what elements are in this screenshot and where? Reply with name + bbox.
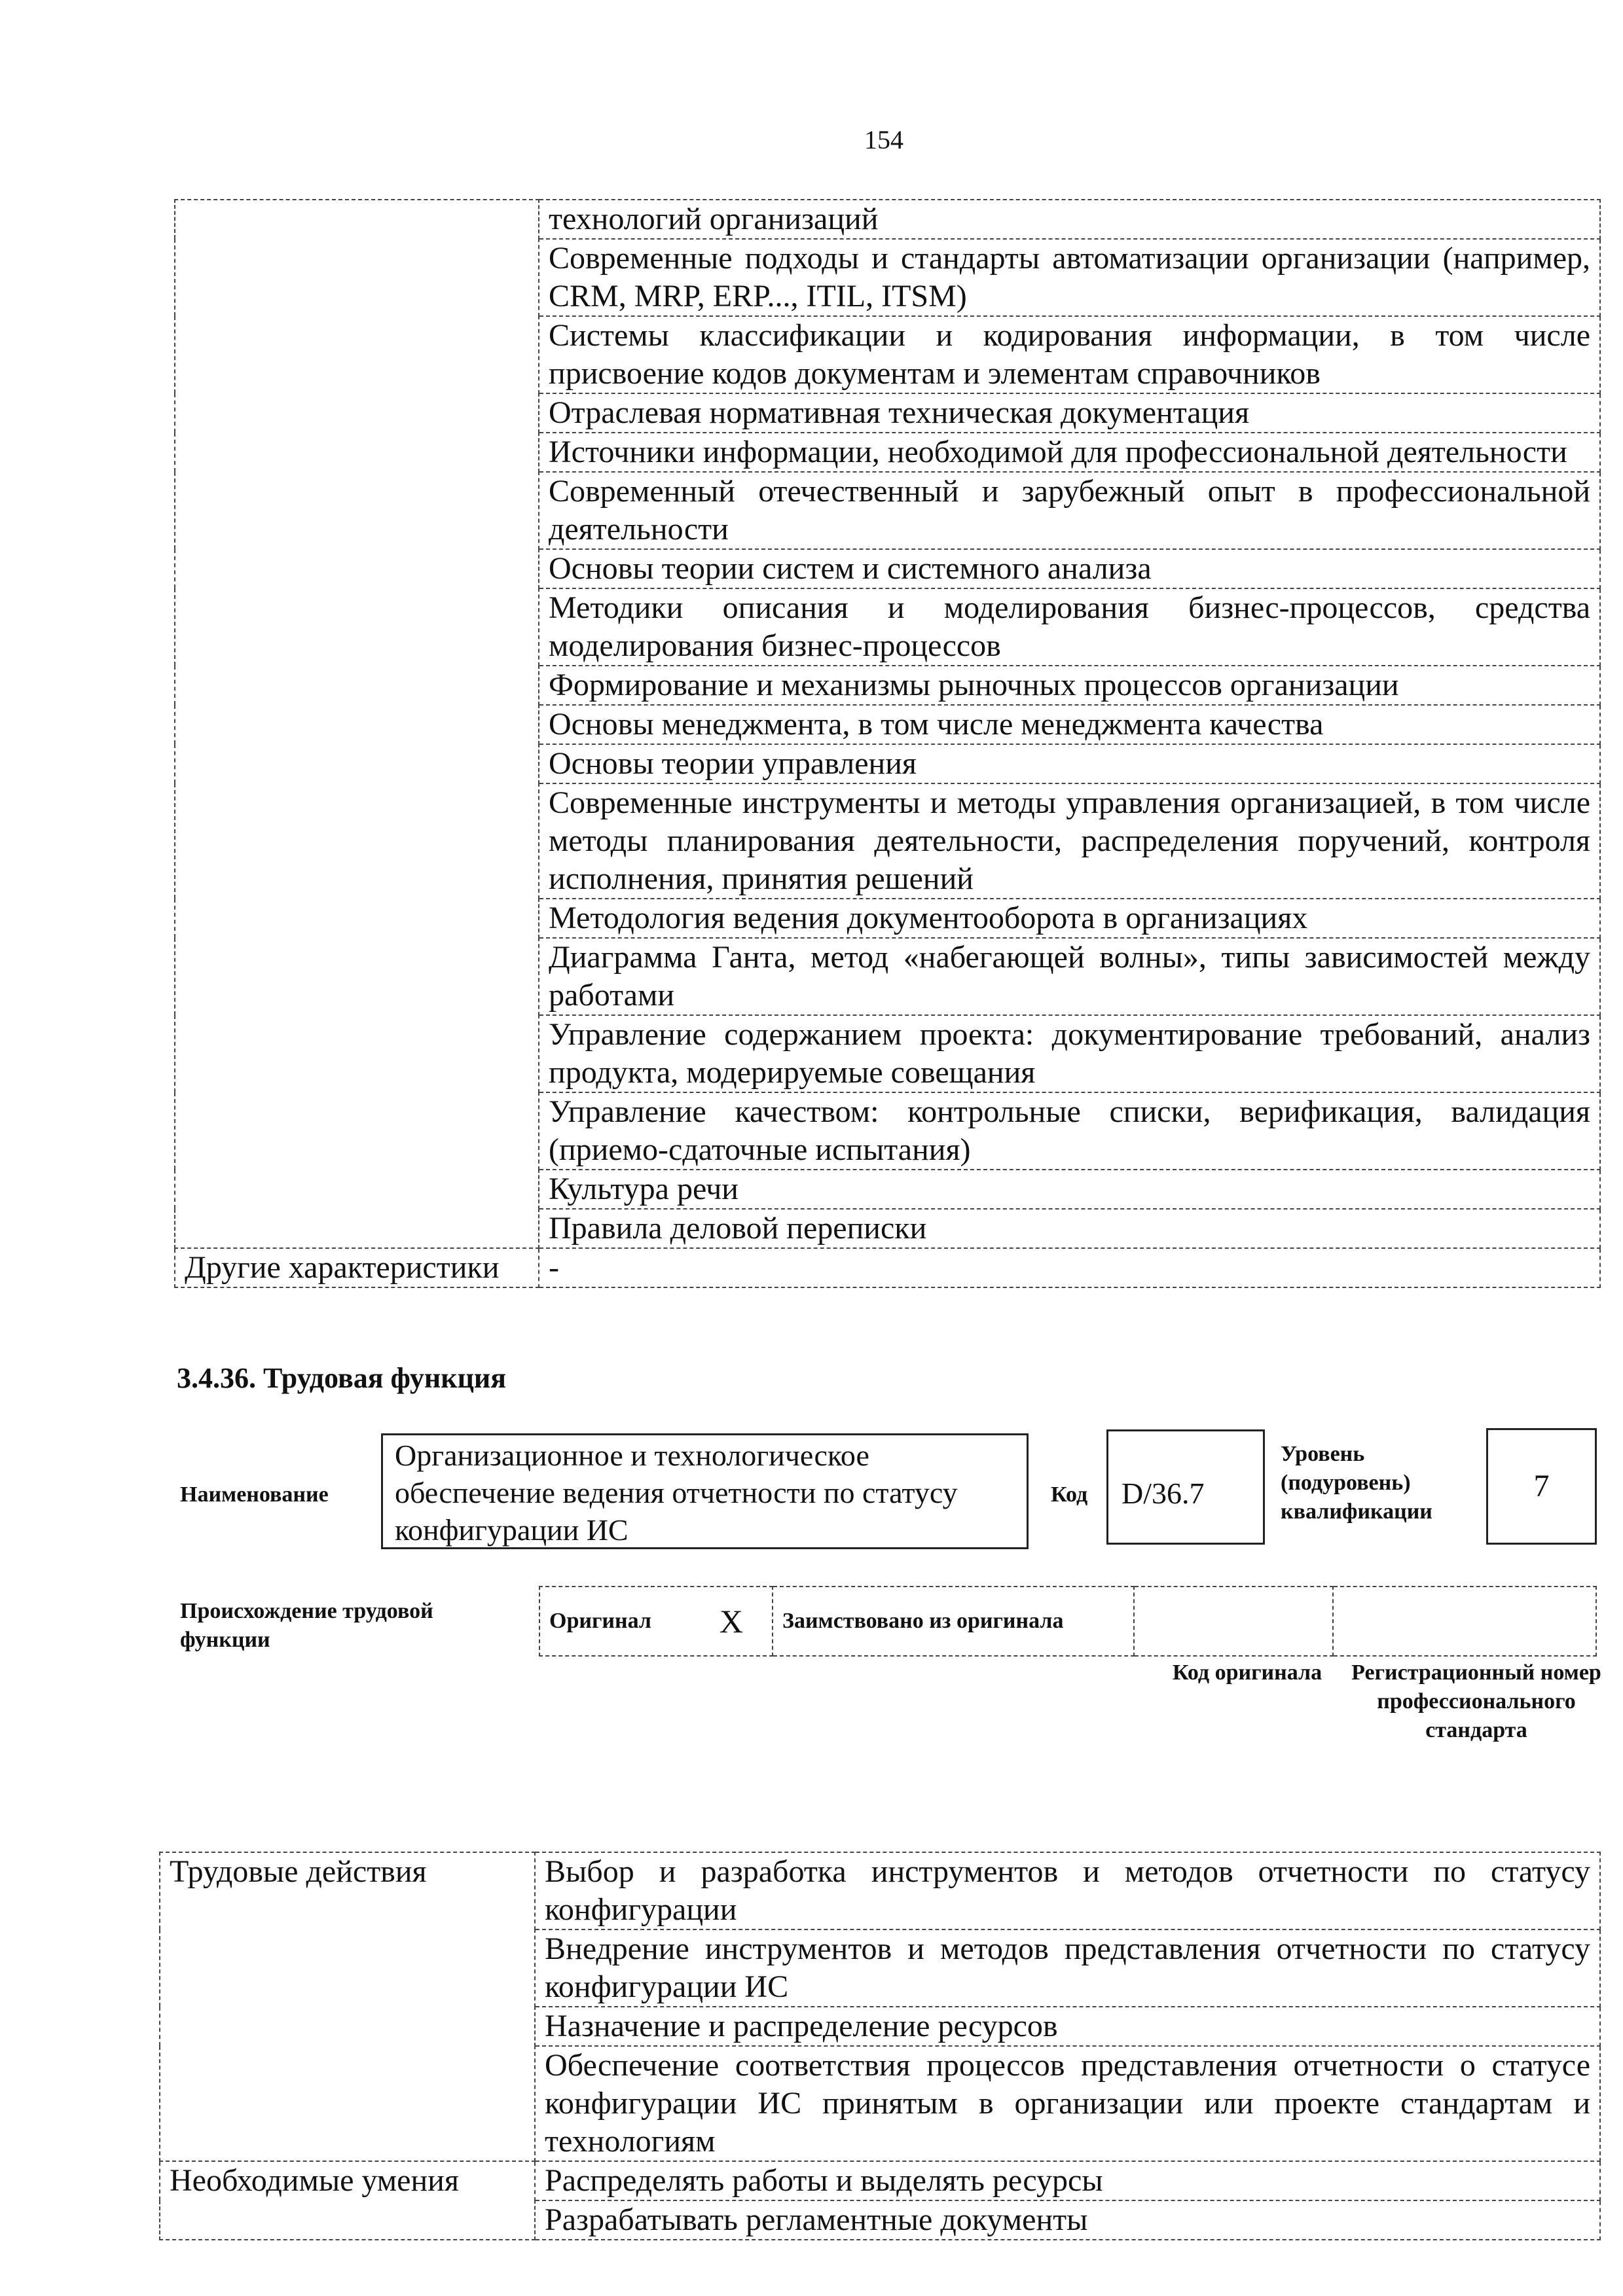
row-text: Современные инструменты и методы управления организацией, в том числе методы планирования деятельности, распределения поручений, контроля исполнения, принятия решений	[539, 783, 1600, 899]
other-label: Другие характеристики	[175, 1248, 539, 1287]
row-text: Разрабатывать регламентные документы	[535, 2200, 1600, 2240]
code-label: Код	[1051, 1482, 1088, 1507]
row-text: Методики описания и моделирования бизнес-процессов, средства моделирования бизнес-процессов	[539, 588, 1600, 666]
row-label	[175, 200, 539, 1248]
row-label: Необходимые умения	[160, 2161, 535, 2240]
required-skill	[160, 2161, 1600, 2200]
row-text: Культура речи	[539, 1170, 1600, 1209]
code-value-box: D/36.7	[1106, 1429, 1265, 1545]
row-text: Источники информации, необходимой для профессиональной деятельности	[539, 433, 1600, 472]
row-text: Выбор и разработка инструментов и методов отчетности по статусу конфигурации	[535, 1852, 1600, 1929]
row-text: Формирование и механизмы рыночных процессов организации	[539, 666, 1600, 705]
name-label: Наименование	[180, 1482, 329, 1507]
row-text: Методология ведения документооборота в организациях	[539, 899, 1600, 938]
row-text: Правила деловой переписки	[539, 1209, 1600, 1248]
origin-code-caption: Код оригинала	[1172, 1660, 1322, 1685]
other-characteristics-row	[175, 1248, 1600, 1287]
origin-reg-cell	[1333, 1587, 1596, 1656]
origin-table	[539, 1586, 1597, 1657]
row-text: Современный отечественный и зарубежный опыт в профессиональной деятельности	[539, 472, 1600, 549]
labor-action	[160, 1852, 1600, 1929]
row-text: Основы теории управления	[539, 744, 1600, 783]
row-text: Обеспечение соответствия процессов представления отчетности о статусе конфигурации ИС принятым в организации или проекте стандартам и технологиям	[535, 2046, 1600, 2161]
row-text: Современные подходы и стандарты автоматизации организации (например, CRM, MRP, ERP..., ITIL, ITSM)	[539, 239, 1600, 316]
origin-original-label: Оригинал	[549, 1609, 651, 1633]
origin-original-cell	[539, 1587, 773, 1656]
origin-code-cell	[1134, 1587, 1333, 1656]
knowledge-item	[175, 200, 1600, 239]
origin-label: Происхождение трудовой функции	[180, 1599, 433, 1652]
row-text: Системы классификации и кодирования информации, в том числе присвоение кодов документам и элементам справочников	[539, 316, 1600, 393]
knowledge-table	[174, 199, 1601, 1288]
row-text: Диаграмма Ганта, метод «набегающей волны», типы зависимостей между работами	[539, 938, 1600, 1015]
section-heading: 3.4.36. Трудовая функция	[177, 1362, 507, 1394]
row-text: Внедрение инструментов и методов представления отчетности по статусу конфигурации ИС	[535, 1929, 1600, 2007]
row-label: Трудовые действия	[160, 1852, 535, 2161]
level-label: Уровень (подуровень) квалификации	[1281, 1442, 1432, 1524]
name-value-box: Организационное и технологическое обеспечение ведения отчетности по статусу конфигурации ИС	[381, 1433, 1029, 1549]
other-value: -	[539, 1248, 1600, 1287]
row-text: Назначение и распределение ресурсов	[535, 2007, 1600, 2046]
row-text: Основы менеджмента, в том числе менеджмента качества	[539, 705, 1600, 744]
function-table	[159, 1852, 1601, 2240]
row-text: Отраслевая нормативная техническая документация	[539, 393, 1600, 433]
row-text: Основы теории систем и системного анализа	[539, 549, 1600, 588]
page-number: 154	[864, 125, 903, 154]
row-text: Управление качеством: контрольные списки, верификация, валидация (приемо-сдаточные испытания)	[539, 1092, 1600, 1170]
origin-mark: X	[719, 1603, 743, 1640]
row-text: технологий организаций	[539, 200, 1600, 239]
row-text: Управление содержанием проекта: документирование требований, анализ продукта, модерируемые совещания	[539, 1015, 1600, 1092]
origin-borrowed-label: Заимствовано из оригинала	[773, 1587, 1134, 1656]
row-text: Распределять работы и выделять ресурсы	[535, 2161, 1600, 2200]
level-value-box: 7	[1486, 1428, 1597, 1545]
origin-reg-caption: Регистрационный номер профессионального стандарта	[1351, 1660, 1601, 1742]
